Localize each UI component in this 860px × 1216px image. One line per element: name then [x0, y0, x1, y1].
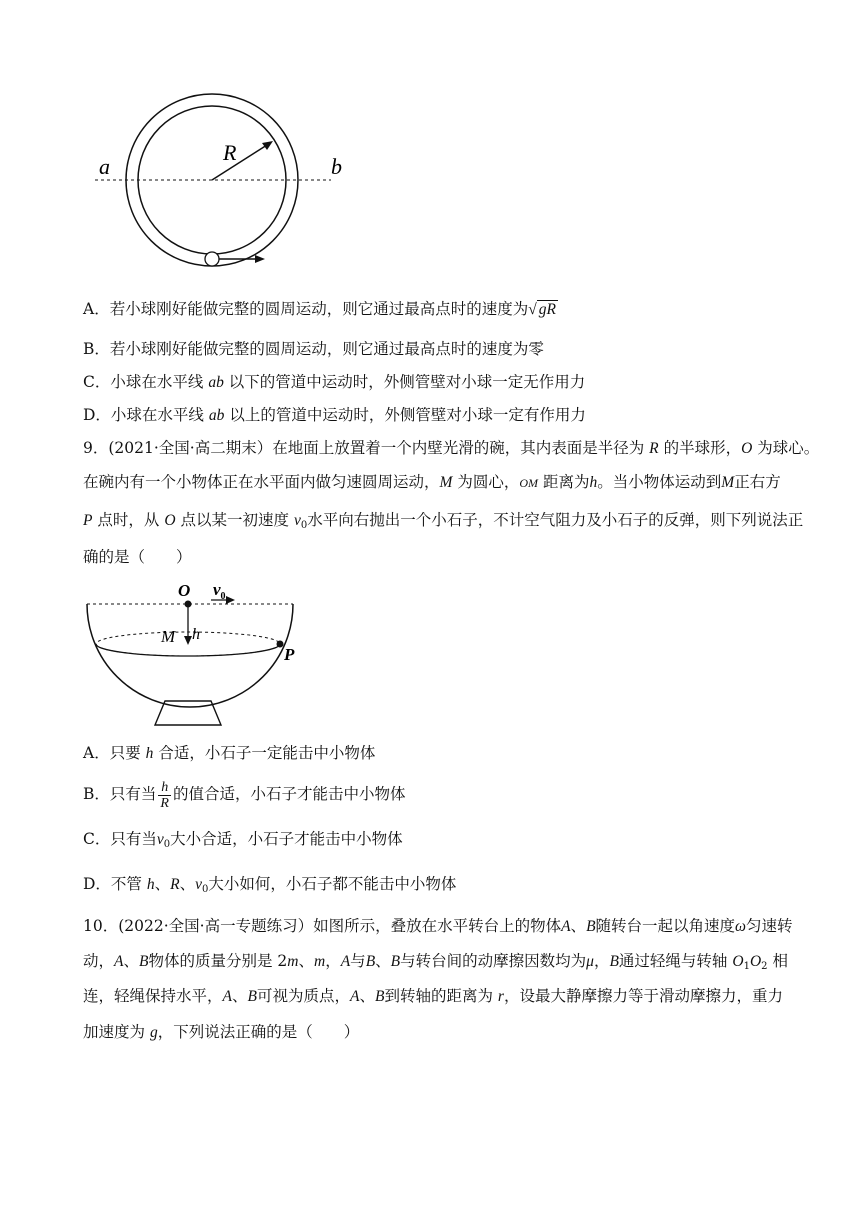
radius-arrow — [212, 145, 267, 180]
q8-option-c: C．小球在水平线 ab 以下的管道中运动时，外侧管壁对小球一定无作用力 — [83, 373, 586, 391]
velocity-arrowhead — [255, 255, 265, 263]
label-P: P — [284, 645, 295, 664]
h-arrowhead — [184, 636, 192, 645]
v0-arrowhead — [226, 596, 235, 604]
q10-line-2: 动，A、B物体的质量分别是 2m、m，A与B、B与转台间的动摩擦因数均为μ，B通过轻绳与转轴 $O_1O_2$ 相 — [83, 952, 788, 972]
label-v0: $v_0$ — [213, 580, 226, 602]
label-b: b — [331, 154, 342, 179]
q9-option-d: D．不管 h、R、$v_0$大小如何，小石子都不能击中小物体 — [83, 875, 457, 895]
bowl-figure — [85, 580, 300, 730]
q9-line-2: 在碗内有一个小物体正在水平面内做匀速圆周运动，M 为圆心，OM 距离为h。当小物体运动到M正右方 — [83, 473, 781, 491]
q9-option-b: B．只有当 $\frac{h}{R}$ 的值合适，小石子才能击中小物体 — [83, 779, 406, 811]
h-over-R-fraction: $\frac{h}{R}$ — [160, 779, 169, 811]
label-h: h — [192, 626, 200, 643]
label-a: a — [99, 154, 110, 179]
q9-line-1: 9．(2021·全国·高二期末）在地面上放置着一个内壁光滑的碗，其内表面是半径为 R 的半球形，O 为球心。 — [83, 439, 820, 457]
q10-line-3: 连，轻绳保持水平，A、B可视为质点，A、B到转轴的距离为 r，设最大静摩擦力等于滑动摩擦力，重力 — [83, 987, 783, 1005]
q8-option-b: B．若小球刚好能做完整的圆周运动，则它通过最高点时的速度为零 — [83, 340, 544, 358]
motion-circle-bottom — [96, 644, 280, 656]
radius-arrowhead — [262, 141, 273, 150]
q8-option-d: D．小球在水平线 ab 以上的管道中运动时，外侧管壁对小球一定有作用力 — [83, 406, 586, 424]
q10-line-1: 10．(2022·全国·高一专题练习）如图所示，叠放在水平转台上的物体A、B随转台一起以角速度ω匀速转 — [83, 917, 793, 935]
point-P — [277, 641, 284, 648]
q10-line-4: 加速度为 g，下列说法正确的是（ ） — [83, 1023, 360, 1041]
ring-figure — [95, 90, 355, 275]
ball — [205, 252, 219, 266]
point-O — [185, 601, 192, 608]
sqrt-expression: √ gR — [528, 301, 556, 318]
q8-option-a: A．若小球刚好能做完整的圆周运动，则它通过最高点时的速度为√ gR — [83, 298, 558, 321]
q9-option-c: C．只有当$v_0$大小合适，小石子才能击中小物体 — [83, 830, 403, 850]
label-M: M — [161, 627, 176, 646]
q9-line-3: P 点时，从 O 点以某一初速度 $v_0$水平向右抛出一个小石子，不计空气阻力及小石子的反弹，则下列说法正 — [83, 511, 804, 531]
label-O: O — [178, 581, 191, 600]
q9-option-a: A．只要 h 合适，小石子一定能击中小物体 — [83, 744, 376, 762]
label-R: R — [223, 140, 237, 165]
q9-line-4: 确的是（ ） — [83, 548, 192, 566]
